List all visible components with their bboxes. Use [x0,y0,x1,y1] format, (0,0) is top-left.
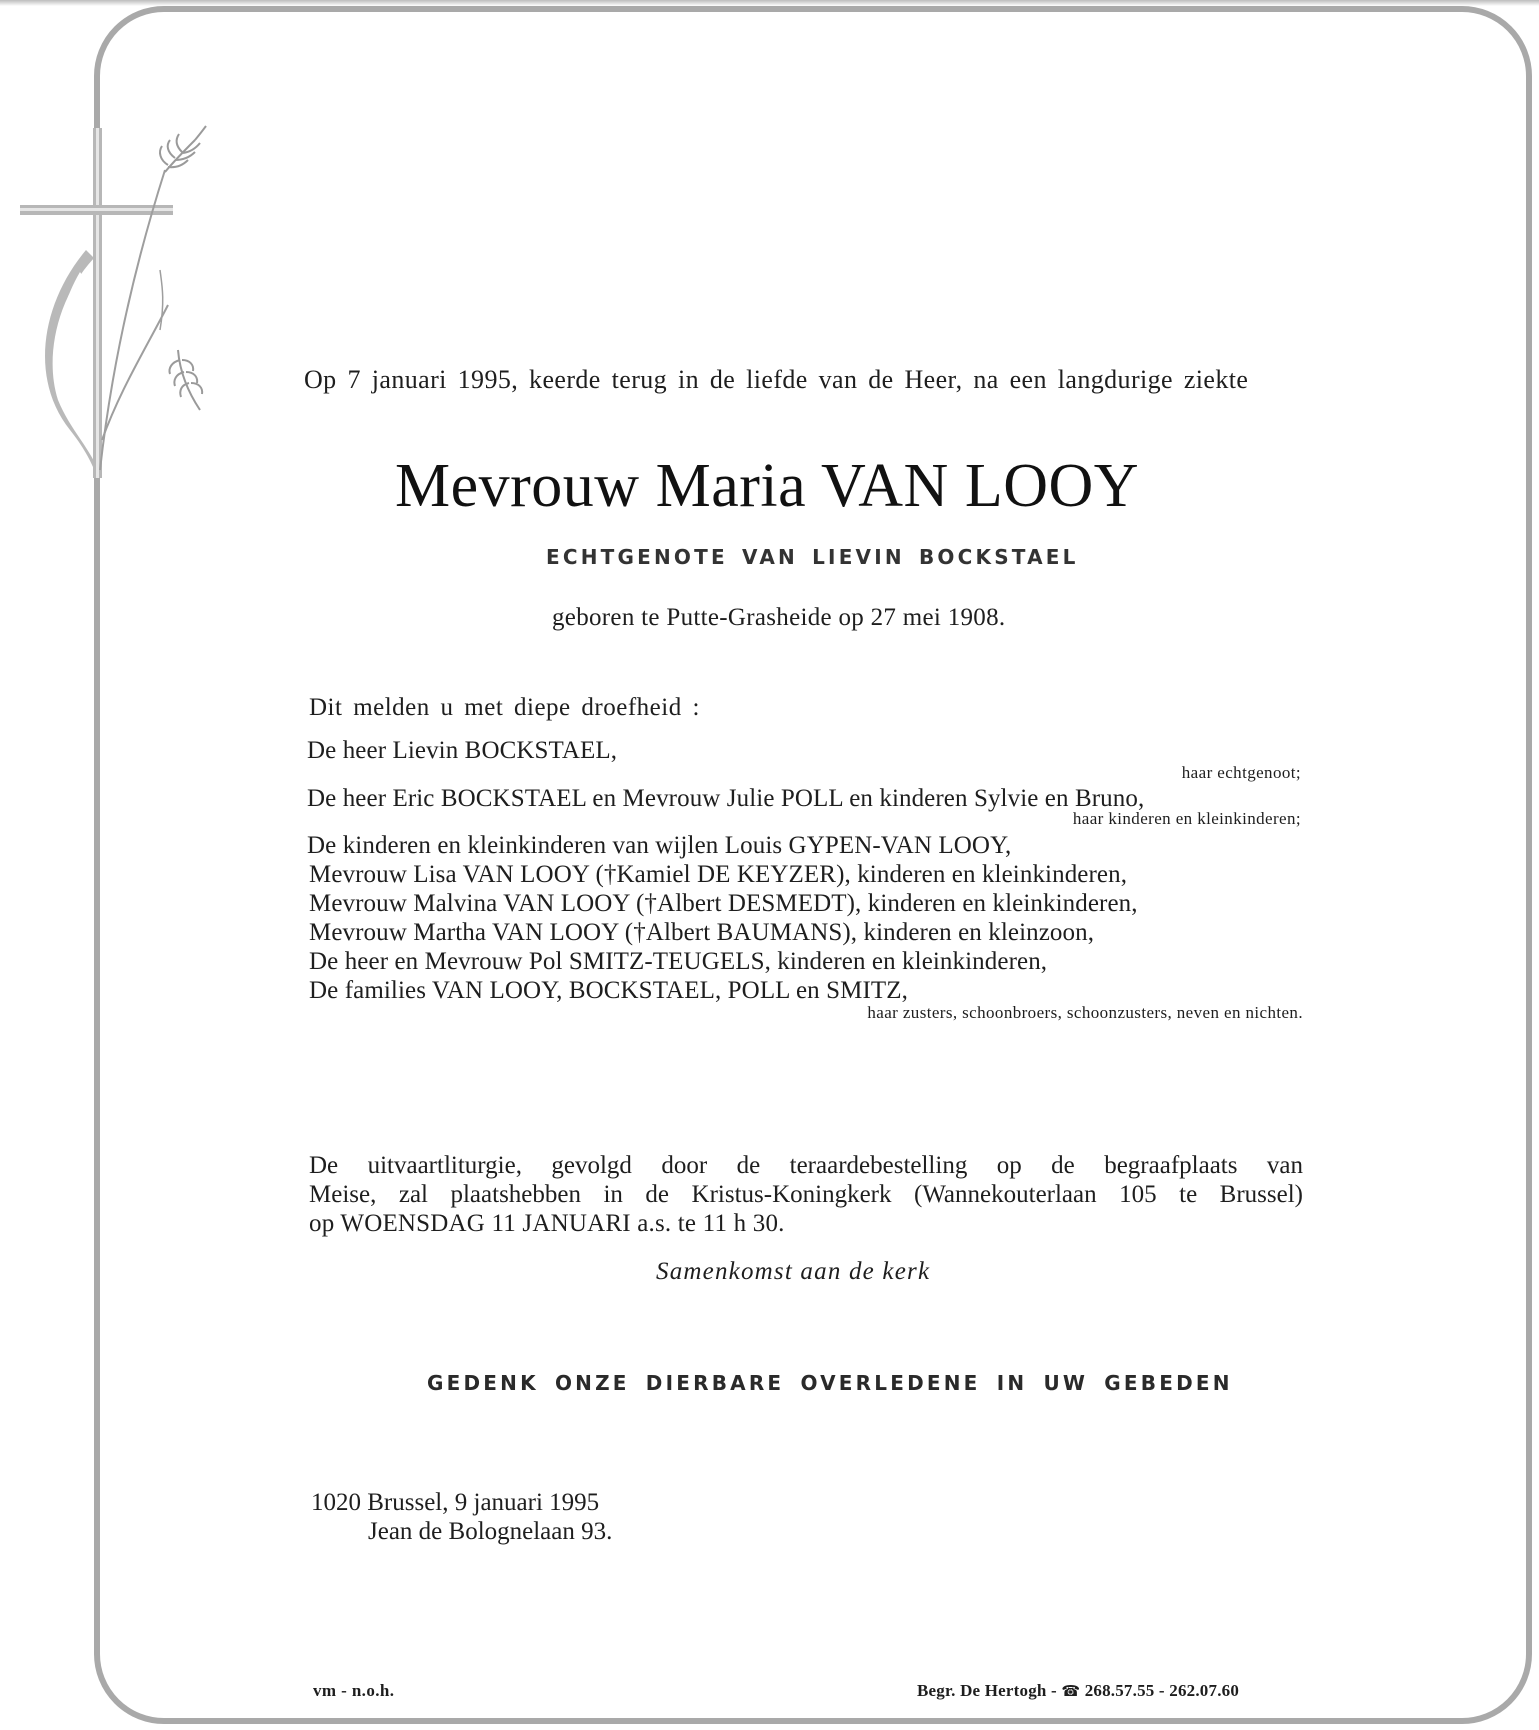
family-line: Mevrouw Martha VAN LOOY (†Albert BAUMANS), kinderen en kleinzoon, [309,919,1095,946]
relation-note: haar zusters, schoonbroers, schoonzusters, neven en nichten. [867,1003,1303,1022]
family-line: De heer Eric BOCKSTAEL en Mevrouw Julie POLL en kinderen Sylvie en Bruno, [307,785,1145,812]
place-date: 1020 Brussel, 9 januari 1995 [311,1489,600,1516]
gathering-note: Samenkomst aan de kerk [656,1258,931,1285]
phone-numbers: 268.57.55 - 262.07.60 [1084,1681,1240,1700]
footer-left: vm - n.o.h. [313,1681,395,1700]
undertaker-name: Begr. De Hertogh - [917,1681,1057,1700]
family-line: De heer en Mevrouw Pol SMITZ-TEUGELS, kinderen en kleinkinderen, [309,948,1048,975]
ribbon-ornament [45,250,100,475]
telephone-icon: ☎ [1061,1682,1081,1700]
deceased-name: Mevrouw Maria VAN LOOY [395,452,1140,520]
family-line: Mevrouw Lisa VAN LOOY (†Kamiel DE KEYZER), kinderen en kleinkinderen, [309,861,1128,888]
wheat-head-upper [160,126,206,172]
opening-line: Op 7 januari 1995, keerde terug in de liefde van de Heer, na een langdurige ziekte [304,365,1249,394]
funeral-line: op WOENSDAG 11 JANUARI a.s. te 11 h 30. [309,1210,785,1237]
footer-undertaker [917,1682,1239,1699]
family-line: De kinderen en kleinkinderen van wijlen Louis GYPEN-VAN LOOY, [307,832,1012,859]
family-line: Mevrouw Malvina VAN LOOY (†Albert DESMEDT), kinderen en kleinkinderen, [309,890,1138,917]
relation-note: haar echtgenoot; [1181,763,1301,782]
birth-line: geboren te Putte-Grasheide op 27 mei 1908. [552,604,1006,631]
relation-note: haar kinderen en kleinkinderen; [1072,809,1301,828]
funeral-line: De uitvaartliturgie, gevolgd door de teraardebestelling op de begraafplaats van [309,1152,1303,1179]
spouse-line: ECHTGENOTE VAN LIEVIN BOCKSTAEL [546,545,1079,569]
wheat-head-lower [169,350,202,410]
cross-wheat-ornament [0,0,230,480]
family-line: De families VAN LOOY, BOCKSTAEL, POLL en SMITZ, [309,977,908,1004]
family-line: De heer Lievin BOCKSTAEL, [307,737,618,764]
prayer-line: GEDENK ONZE DIERBARE OVERLEDENE IN UW GEBEDEN [427,1371,1233,1395]
address: Jean de Bolognelaan 93. [368,1518,613,1545]
funeral-line: Meise, zal plaatshebben in de Kristus-Koningkerk (Wannekouterlaan 105 te Brussel) [309,1181,1303,1208]
announcement-intro: Dit melden u met diepe droefheid : [309,694,700,721]
